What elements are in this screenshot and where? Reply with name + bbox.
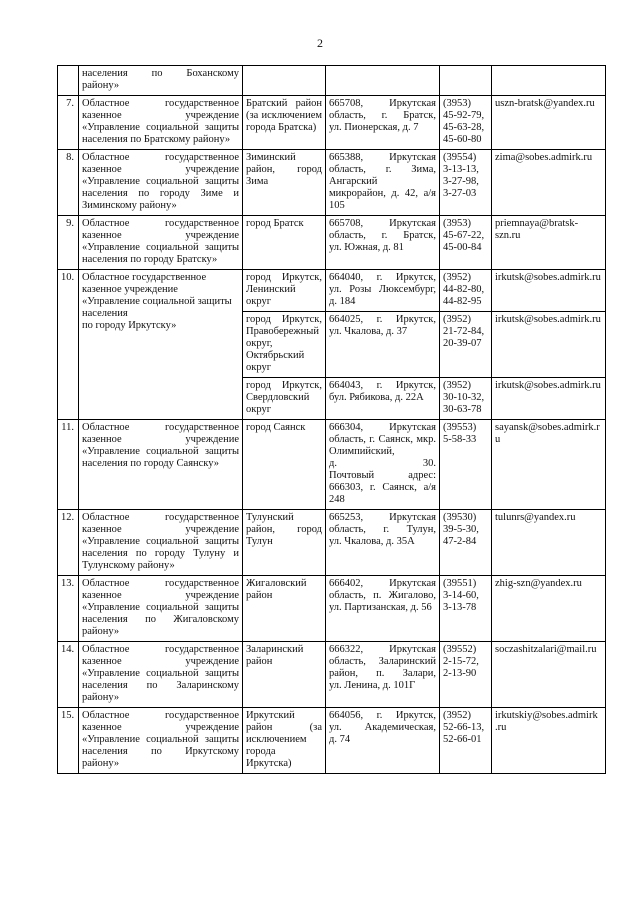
- phone-line: (39552): [443, 644, 477, 655]
- address-line: область, п. Жигалово,: [329, 590, 436, 601]
- phone-line: 47-2-84: [443, 536, 477, 547]
- address-line: д. 30.: [329, 458, 436, 469]
- email-cell: [492, 312, 606, 378]
- territory-cell: [243, 150, 326, 216]
- phone-line: (39553): [443, 422, 477, 433]
- organization-line: населения: [82, 308, 128, 319]
- phone-cell: [440, 150, 492, 216]
- territory-line: округ: [246, 404, 272, 415]
- email-cell: [492, 642, 606, 708]
- territory-line: Тулунский: [246, 512, 294, 523]
- organization-line: казенное учреждение: [82, 284, 178, 295]
- organization-line: району»: [82, 626, 120, 637]
- organization-cell: [79, 576, 243, 642]
- territory-line: округ: [246, 296, 272, 307]
- phone-line: (39530): [443, 512, 477, 523]
- row-number-line: 10.: [61, 272, 75, 283]
- territory-line: город Иркутск,: [246, 272, 322, 283]
- table-row: [58, 150, 606, 216]
- address-cell: [326, 66, 440, 96]
- email-line[interactable]: irkutsk@sobes.admirk.ru: [495, 314, 601, 325]
- email-cell: [492, 96, 606, 150]
- territory-line: Иркутский: [246, 710, 295, 721]
- organization-line: казенное учреждение: [82, 164, 239, 175]
- address-line: область, г. Братск,: [329, 110, 436, 121]
- territory-cell: [243, 66, 326, 96]
- phone-line: (3953): [443, 218, 471, 229]
- territory-line: район: [246, 656, 273, 667]
- phone-line: 20-39-07: [443, 338, 482, 349]
- address-cell: [326, 216, 440, 270]
- email-cell: [492, 420, 606, 510]
- address-line: 664056, г. Иркутск,: [329, 710, 436, 721]
- territory-line: Зима: [246, 176, 269, 187]
- phone-line: 45-67-22,: [443, 230, 485, 241]
- table-row: [58, 96, 606, 150]
- address-line: область, Заларинский: [329, 656, 436, 667]
- territory-line: Заларинский: [246, 644, 304, 655]
- row-number-line: 13.: [61, 578, 75, 589]
- address-line: 666303, г. Саянск, а/я: [329, 482, 436, 493]
- territory-line: Свердловский: [246, 392, 310, 403]
- email-line[interactable]: irkutskiy@sobes.admirk: [495, 710, 598, 721]
- phone-line: 3-13-78: [443, 602, 477, 613]
- email-cell: [492, 708, 606, 774]
- address-line: 248: [329, 494, 345, 505]
- phone-cell: [440, 312, 492, 378]
- email-line[interactable]: zima@sobes.admirk.ru: [495, 152, 593, 163]
- territory-line: город Иркутск,: [246, 314, 322, 325]
- organization-line: Областное государственное: [82, 272, 207, 283]
- organization-line: населения по городу Зиме и: [82, 188, 239, 199]
- page-number: 2: [317, 36, 323, 50]
- email-cell: [492, 216, 606, 270]
- phone-line: 21-72-84,: [443, 326, 485, 337]
- organization-line: Областное государственное: [82, 152, 239, 163]
- address-line: область, г. Саянск, мкр.: [329, 434, 436, 445]
- organization-line: населения по городу Саянску»: [82, 458, 220, 469]
- email-line[interactable]: .ru: [495, 722, 507, 733]
- row-number-cell: [58, 642, 79, 708]
- email-line[interactable]: u: [495, 434, 501, 445]
- address-line: Ангарский: [329, 176, 378, 187]
- territory-line: Зиминский: [246, 152, 296, 163]
- phone-line: 3-14-60,: [443, 590, 479, 601]
- phone-cell: [440, 270, 492, 312]
- territory-line: города: [246, 746, 276, 757]
- email-cell: [492, 510, 606, 576]
- organization-line: району»: [82, 692, 120, 703]
- phone-line: (3952): [443, 272, 471, 283]
- phone-cell: [440, 420, 492, 510]
- row-number-line: 7.: [66, 98, 74, 109]
- organization-line: Областное государственное: [82, 422, 239, 433]
- territory-cell: [243, 510, 326, 576]
- organization-line: по городу Иркутску»: [82, 320, 177, 331]
- table-row: [58, 576, 606, 642]
- territory-line: Ленинский: [246, 284, 296, 295]
- address-cell: [326, 96, 440, 150]
- address-line: ул. Ленина, д. 101Г: [329, 680, 416, 691]
- organization-line: «Управление социальной защиты: [82, 122, 239, 133]
- organization-line: «Управление социальной защиты: [82, 536, 239, 547]
- address-line: 665708, Иркутская: [329, 218, 436, 229]
- organization-line: казенное учреждение: [82, 590, 239, 601]
- email-line[interactable]: soczashitzalari@mail.ru: [495, 644, 597, 655]
- organization-cell: [79, 96, 243, 150]
- social-protection-offices-table: [57, 65, 606, 774]
- address-line: 665708, Иркутская: [329, 98, 436, 109]
- organization-line: населения по городу Тулуну и: [82, 548, 239, 559]
- phone-line: 3-27-03: [443, 188, 477, 199]
- row-number-line: 8.: [66, 152, 74, 163]
- phone-line: 45-63-28,: [443, 122, 485, 133]
- row-number-line: 12.: [61, 512, 75, 523]
- row-number-cell: [58, 216, 79, 270]
- address-line: 665253, Иркутская: [329, 512, 436, 523]
- organization-line: «Управление социальной защиты: [82, 668, 239, 679]
- phone-line: (39551): [443, 578, 477, 589]
- territory-line: город Иркутск,: [246, 380, 322, 391]
- territory-line: Жигаловский: [246, 578, 307, 589]
- territory-line: Тулун: [246, 536, 273, 547]
- row-number-line: 14.: [61, 644, 75, 655]
- email-cell: [492, 270, 606, 312]
- organization-cell: [79, 150, 243, 216]
- email-line[interactable]: irkutsk@sobes.admirk.ru: [495, 272, 601, 283]
- organization-line: Областное государственное: [82, 710, 239, 721]
- address-line: микрорайон, д. 42, а/я: [329, 188, 436, 199]
- organization-line: населения по городу Братску»: [82, 254, 218, 265]
- phone-line: 45-92-79,: [443, 110, 485, 121]
- phone-line: 44-82-95: [443, 296, 482, 307]
- territory-cell: [243, 378, 326, 420]
- address-line: 105: [329, 200, 345, 211]
- territory-cell: [243, 216, 326, 270]
- address-line: 665388, Иркутская: [329, 152, 436, 163]
- address-cell: [326, 378, 440, 420]
- address-line: 664040, г. Иркутск,: [329, 272, 436, 283]
- address-line: 664025, г. Иркутск,: [329, 314, 436, 325]
- organization-line: казенное учреждение: [82, 434, 239, 445]
- address-line: 664043, г. Иркутск,: [329, 380, 436, 391]
- organization-cell: [79, 642, 243, 708]
- address-line: ул. Чкалова, д. 37: [329, 326, 408, 337]
- phone-cell: [440, 642, 492, 708]
- phone-line: 45-00-84: [443, 242, 482, 253]
- address-line: бул. Рябикова, д. 22А: [329, 392, 424, 403]
- table-row: [58, 270, 606, 312]
- email-cell: [492, 66, 606, 96]
- organization-line: Областное государственное: [82, 578, 239, 589]
- territory-line: Иркутска): [246, 758, 292, 769]
- address-cell: [326, 708, 440, 774]
- territory-line: округ: [246, 362, 272, 373]
- phone-line: 2-13-90: [443, 668, 477, 679]
- table-row: [58, 420, 606, 510]
- table-row: [58, 66, 606, 96]
- organization-line: «Управление социальной защиты: [82, 602, 239, 613]
- organization-line: Зиминскому району»: [82, 200, 177, 211]
- table-row: [58, 642, 606, 708]
- address-line: ул. Южная, д. 81: [329, 242, 404, 253]
- organization-line: казенное учреждение: [82, 230, 239, 241]
- organization-line: Областное государственное: [82, 98, 239, 109]
- organization-cell: [79, 66, 243, 96]
- territory-line: район: [246, 590, 273, 601]
- territory-line: Октябрьский: [246, 350, 305, 361]
- organization-line: «Управление социальной защиты: [82, 176, 239, 187]
- organization-line: казенное учреждение: [82, 110, 239, 121]
- phone-line: (3953): [443, 98, 471, 109]
- address-cell: [326, 510, 440, 576]
- email-cell: [492, 150, 606, 216]
- address-line: ул. Академическая,: [329, 722, 436, 733]
- table-row: [58, 216, 606, 270]
- row-number-cell: [58, 66, 79, 96]
- phone-line: 52-66-13,: [443, 722, 485, 733]
- territory-cell: [243, 576, 326, 642]
- organization-line: «Управление социальной защиты: [82, 446, 239, 457]
- phone-cell: [440, 510, 492, 576]
- organization-line: казенное учреждение: [82, 656, 239, 667]
- organization-line: населения по Боханскому: [82, 68, 239, 79]
- email-line[interactable]: zhig-szn@yandex.ru: [495, 578, 582, 589]
- row-number-cell: [58, 708, 79, 774]
- organization-line: населения по Заларинскому: [82, 680, 239, 691]
- organization-line: Областное государственное: [82, 512, 239, 523]
- email-line[interactable]: irkutsk@sobes.admirk.ru: [495, 380, 601, 391]
- address-cell: [326, 420, 440, 510]
- address-line: область, г. Зима,: [329, 164, 436, 175]
- organization-cell: [79, 216, 243, 270]
- address-cell: [326, 270, 440, 312]
- territory-line: исключением: [246, 734, 307, 745]
- address-line: ул. Чкалова, д. 35А: [329, 536, 415, 547]
- address-cell: [326, 642, 440, 708]
- email-line[interactable]: priemnaya@bratsk-: [495, 218, 579, 229]
- row-number-cell: [58, 420, 79, 510]
- territory-line: район, город: [246, 164, 322, 175]
- organization-line: «Управление социальной защиты: [82, 296, 232, 307]
- email-line[interactable]: sayansk@sobes.admirk.r: [495, 422, 600, 433]
- address-line: д. 184: [329, 296, 356, 307]
- organization-line: Областное государственное: [82, 218, 239, 229]
- address-line: Олимпийский,: [329, 446, 395, 457]
- address-cell: [326, 150, 440, 216]
- territory-line: район (за: [246, 722, 322, 733]
- email-line[interactable]: szn.ru: [495, 230, 521, 241]
- address-cell: [326, 576, 440, 642]
- territory-cell: [243, 312, 326, 378]
- row-number-line: 9.: [66, 218, 74, 229]
- organization-line: населения по Жигаловскому: [82, 614, 239, 625]
- address-line: д. 74: [329, 734, 351, 745]
- phone-line: 30-10-32,: [443, 392, 485, 403]
- organization-line: району»: [82, 758, 120, 769]
- phone-cell: [440, 708, 492, 774]
- organization-line: населения по Братскому району»: [82, 134, 231, 145]
- email-line[interactable]: tulunrs@yandex.ru: [495, 512, 576, 523]
- organization-cell: [79, 708, 243, 774]
- row-number-cell: [58, 96, 79, 150]
- territory-cell: [243, 96, 326, 150]
- row-number-line: 15.: [61, 710, 75, 721]
- address-line: область, г. Тулун,: [329, 524, 436, 535]
- organization-cell: [79, 510, 243, 576]
- organization-line: району»: [82, 80, 120, 91]
- phone-cell: [440, 96, 492, 150]
- address-line: ул. Розы Люксембург,: [329, 284, 436, 295]
- row-number-cell: [58, 150, 79, 216]
- phone-line: 30-63-78: [443, 404, 482, 415]
- territory-line: Братский район: [246, 98, 322, 109]
- phone-cell: [440, 378, 492, 420]
- address-line: 666304, Иркутская: [329, 422, 436, 433]
- phone-cell: [440, 66, 492, 96]
- table-row: [58, 708, 606, 774]
- territory-line: (за исключением: [246, 110, 322, 121]
- organization-line: Тулунскому району»: [82, 560, 175, 571]
- row-number-cell: [58, 270, 79, 420]
- territory-line: округ,: [246, 338, 273, 349]
- territory-line: город Братск: [246, 218, 304, 229]
- email-line[interactable]: uszn-bratsk@yandex.ru: [495, 98, 595, 109]
- phone-line: (3952): [443, 314, 471, 325]
- phone-line: 45-60-80: [443, 134, 482, 145]
- phone-line: 39-5-30,: [443, 524, 479, 535]
- address-line: Почтовый адрес:: [329, 470, 436, 481]
- territory-line: Правобережный: [246, 326, 319, 337]
- phone-line: 3-13-13,: [443, 164, 479, 175]
- territory-cell: [243, 270, 326, 312]
- phone-cell: [440, 576, 492, 642]
- phone-line: (3952): [443, 380, 471, 391]
- organization-cell: [79, 420, 243, 510]
- row-number-line: 11.: [61, 422, 74, 433]
- phone-line: (39554): [443, 152, 477, 163]
- organization-cell: [79, 270, 243, 420]
- address-line: ул. Партизанская, д. 56: [329, 602, 432, 613]
- organization-line: «Управление социальной защиты: [82, 242, 239, 253]
- territory-line: города Братска): [246, 122, 317, 133]
- address-line: 666402, Иркутская: [329, 578, 436, 589]
- phone-line: 2-15-72,: [443, 656, 479, 667]
- territory-cell: [243, 420, 326, 510]
- email-cell: [492, 378, 606, 420]
- organization-line: Областное государственное: [82, 644, 239, 655]
- organization-line: казенное учреждение: [82, 524, 239, 535]
- phone-cell: [440, 216, 492, 270]
- phone-line: 52-66-01: [443, 734, 482, 745]
- table-row: [58, 510, 606, 576]
- phone-line: 44-82-80,: [443, 284, 485, 295]
- address-cell: [326, 312, 440, 378]
- phone-line: 5-58-33: [443, 434, 477, 445]
- territory-line: город Саянск: [246, 422, 306, 433]
- address-line: область, г. Братск,: [329, 230, 436, 241]
- territory-cell: [243, 642, 326, 708]
- address-line: 666322, Иркутская: [329, 644, 436, 655]
- row-number-cell: [58, 510, 79, 576]
- row-number-cell: [58, 576, 79, 642]
- phone-line: (3952): [443, 710, 471, 721]
- territory-cell: [243, 708, 326, 774]
- address-line: район, п. Залари,: [329, 668, 436, 679]
- organization-line: казенное учреждение: [82, 722, 239, 733]
- territory-line: район, город: [246, 524, 322, 535]
- address-line: ул. Пионерская, д. 7: [329, 122, 419, 133]
- organization-line: «Управление социальной защиты: [82, 734, 239, 745]
- organization-line: населения по Иркутскому: [82, 746, 239, 757]
- email-cell: [492, 576, 606, 642]
- phone-line: 3-27-98,: [443, 176, 479, 187]
